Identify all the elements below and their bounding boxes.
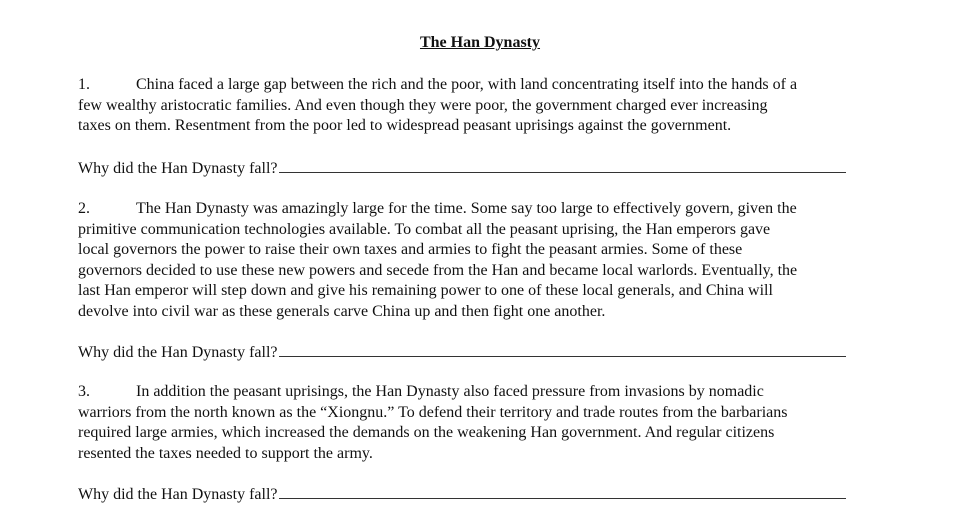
paragraph-line: warriors from the north known as the “Xiongnu.” To defend their territory and trade routes from the barbarians (78, 403, 788, 421)
answer-blank[interactable] (279, 158, 846, 173)
question-label: Why did the Han Dynasty fall? (78, 344, 278, 361)
document-title: The Han Dynasty (419, 34, 541, 51)
paragraph-line: local governors the power to raise their own taxes and armies to fight the peasant armies. Some of these (78, 241, 743, 259)
paragraph-3 (78, 382, 898, 464)
paragraph-line: China faced a large gap between the rich and the poor, with land concentrating itself into the hands of a (136, 76, 798, 93)
paragraph-line: resented the taxes needed to support the army. (78, 444, 373, 462)
paragraph-line: required large armies, which increased the demands on the weakening Han government. And regular citizens (78, 424, 775, 442)
paragraph-line: In addition the peasant uprisings, the Han Dynasty also faced pressure from invasions by nomadic (136, 383, 764, 400)
paragraph-1 (78, 75, 898, 137)
paragraph-number: 1. (78, 76, 90, 93)
question-label: Why did the Han Dynasty fall? (78, 486, 278, 503)
answer-blank[interactable] (279, 484, 846, 499)
answer-blank[interactable] (279, 342, 846, 357)
paragraph-line: devolve into civil war as these generals carve China up and then fight one another. (78, 302, 606, 320)
question-label: Why did the Han Dynasty fall? (78, 160, 278, 177)
paragraph-2 (78, 199, 898, 323)
question-3 (78, 484, 846, 504)
paragraph-line: The Han Dynasty was amazingly large for the time. Some say too large to effectively govern, given the (136, 200, 797, 217)
paragraph-line: primitive communication technologies available. To combat all the peasant uprising, the Han emperors gave (78, 220, 771, 238)
question-2 (78, 342, 846, 362)
paragraph-line: governors decided to use these new powers and secede from the Han and became local warlords. Eventually, the (78, 261, 798, 279)
paragraph-line: last Han emperor will step down and give his remaining power to one of these local generals, and China will (78, 282, 773, 300)
paragraph-line: few wealthy aristocratic families. And even though they were poor, the government charged ever increasing (78, 96, 768, 114)
paragraph-number: 3. (78, 383, 90, 400)
paragraph-number: 2. (78, 200, 90, 217)
question-1 (78, 158, 846, 178)
paragraph-line: taxes on them. Resentment from the poor led to widespread peasant uprisings against the government. (78, 117, 732, 135)
